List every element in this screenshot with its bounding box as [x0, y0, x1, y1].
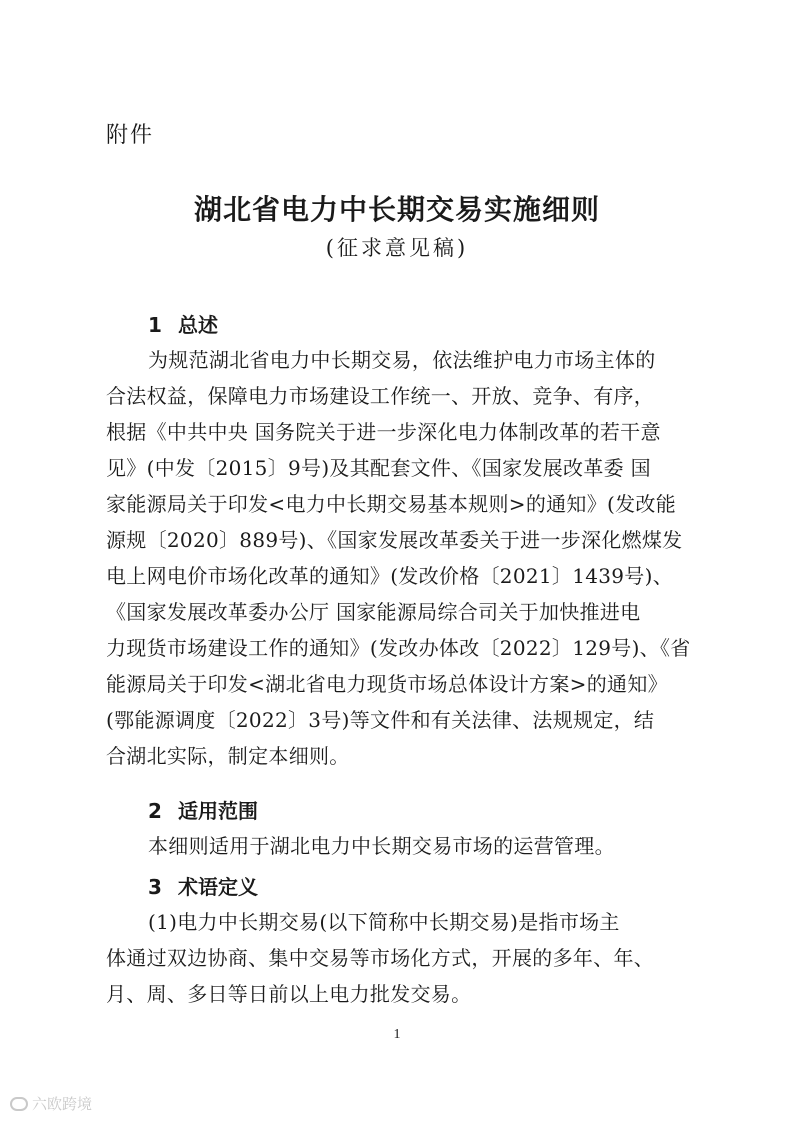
watermark-text: 六欧跨境	[32, 1095, 93, 1113]
section-heading-2	[148, 795, 258, 824]
section-number: 3	[148, 875, 162, 899]
watermark	[10, 1093, 92, 1114]
section-title: 适用范围	[178, 799, 258, 823]
section-title: 总述	[178, 313, 218, 337]
section-heading-3	[148, 871, 258, 900]
watermark-logo-icon	[10, 1097, 28, 1111]
paragraph-line: 源规〔2020〕889号)、《国家发展改革委关于进一步深化燃煤发	[106, 528, 683, 552]
section-heading-1	[148, 309, 218, 338]
paragraph-line: 《国家发展改革委办公厅 国家能源局综合司关于加快推进电	[106, 600, 641, 624]
paragraph-line: (1)电力中长期交易(以下简称中长期交易)是指市场主	[148, 910, 620, 934]
paragraph-line: 为规范湖北省电力中长期交易，依法维护电力市场主体的	[148, 348, 656, 372]
paragraph-line: 电上网电价市场化改革的通知》(发改价格〔2021〕1439号)、	[106, 564, 674, 588]
paragraph-line: 合湖北实际，制定本细则。	[106, 744, 350, 768]
attachment-label: 附件	[106, 123, 155, 148]
document-subtitle: (征求意见稿)	[325, 236, 469, 260]
document-title: 湖北省电力中长期交易实施细则	[193, 193, 600, 226]
paragraph-line: 见》(中发〔2015〕9号)及其配套文件、《国家发展改革委 国	[106, 456, 651, 480]
paragraph-line: (鄂能源调度〔2022〕3号)等文件和有关法律、法规规定，结	[106, 708, 655, 732]
section-number: 1	[148, 313, 162, 337]
paragraph-line: 力现货市场建设工作的通知》(发改办体改〔2022〕129号)、《省	[106, 636, 691, 660]
paragraph-line: 体通过双边协商、集中交易等市场化方式，开展的多年、年、	[106, 946, 655, 970]
paragraph-line: 根据《中共中央 国务院关于进一步深化电力体制改革的若干意	[106, 420, 661, 444]
page-number: 1	[393, 1027, 401, 1042]
paragraph-line: 家能源局关于印发<电力中长期交易基本规则>的通知》(发改能	[106, 492, 677, 516]
paragraph-line: 合法权益，保障电力市场建设工作统一、开放、竞争、有序，	[106, 384, 655, 408]
paragraph-line: 月、周、多日等日前以上电力批发交易。	[106, 982, 472, 1006]
section-number: 2	[148, 799, 162, 823]
paragraph-line: 本细则适用于湖北电力中长期交易市场的运营管理。	[148, 834, 615, 858]
section-title: 术语定义	[178, 875, 258, 899]
paragraph-line: 能源局关于印发<湖北省电力现货市场总体设计方案>的通知》	[106, 672, 668, 696]
